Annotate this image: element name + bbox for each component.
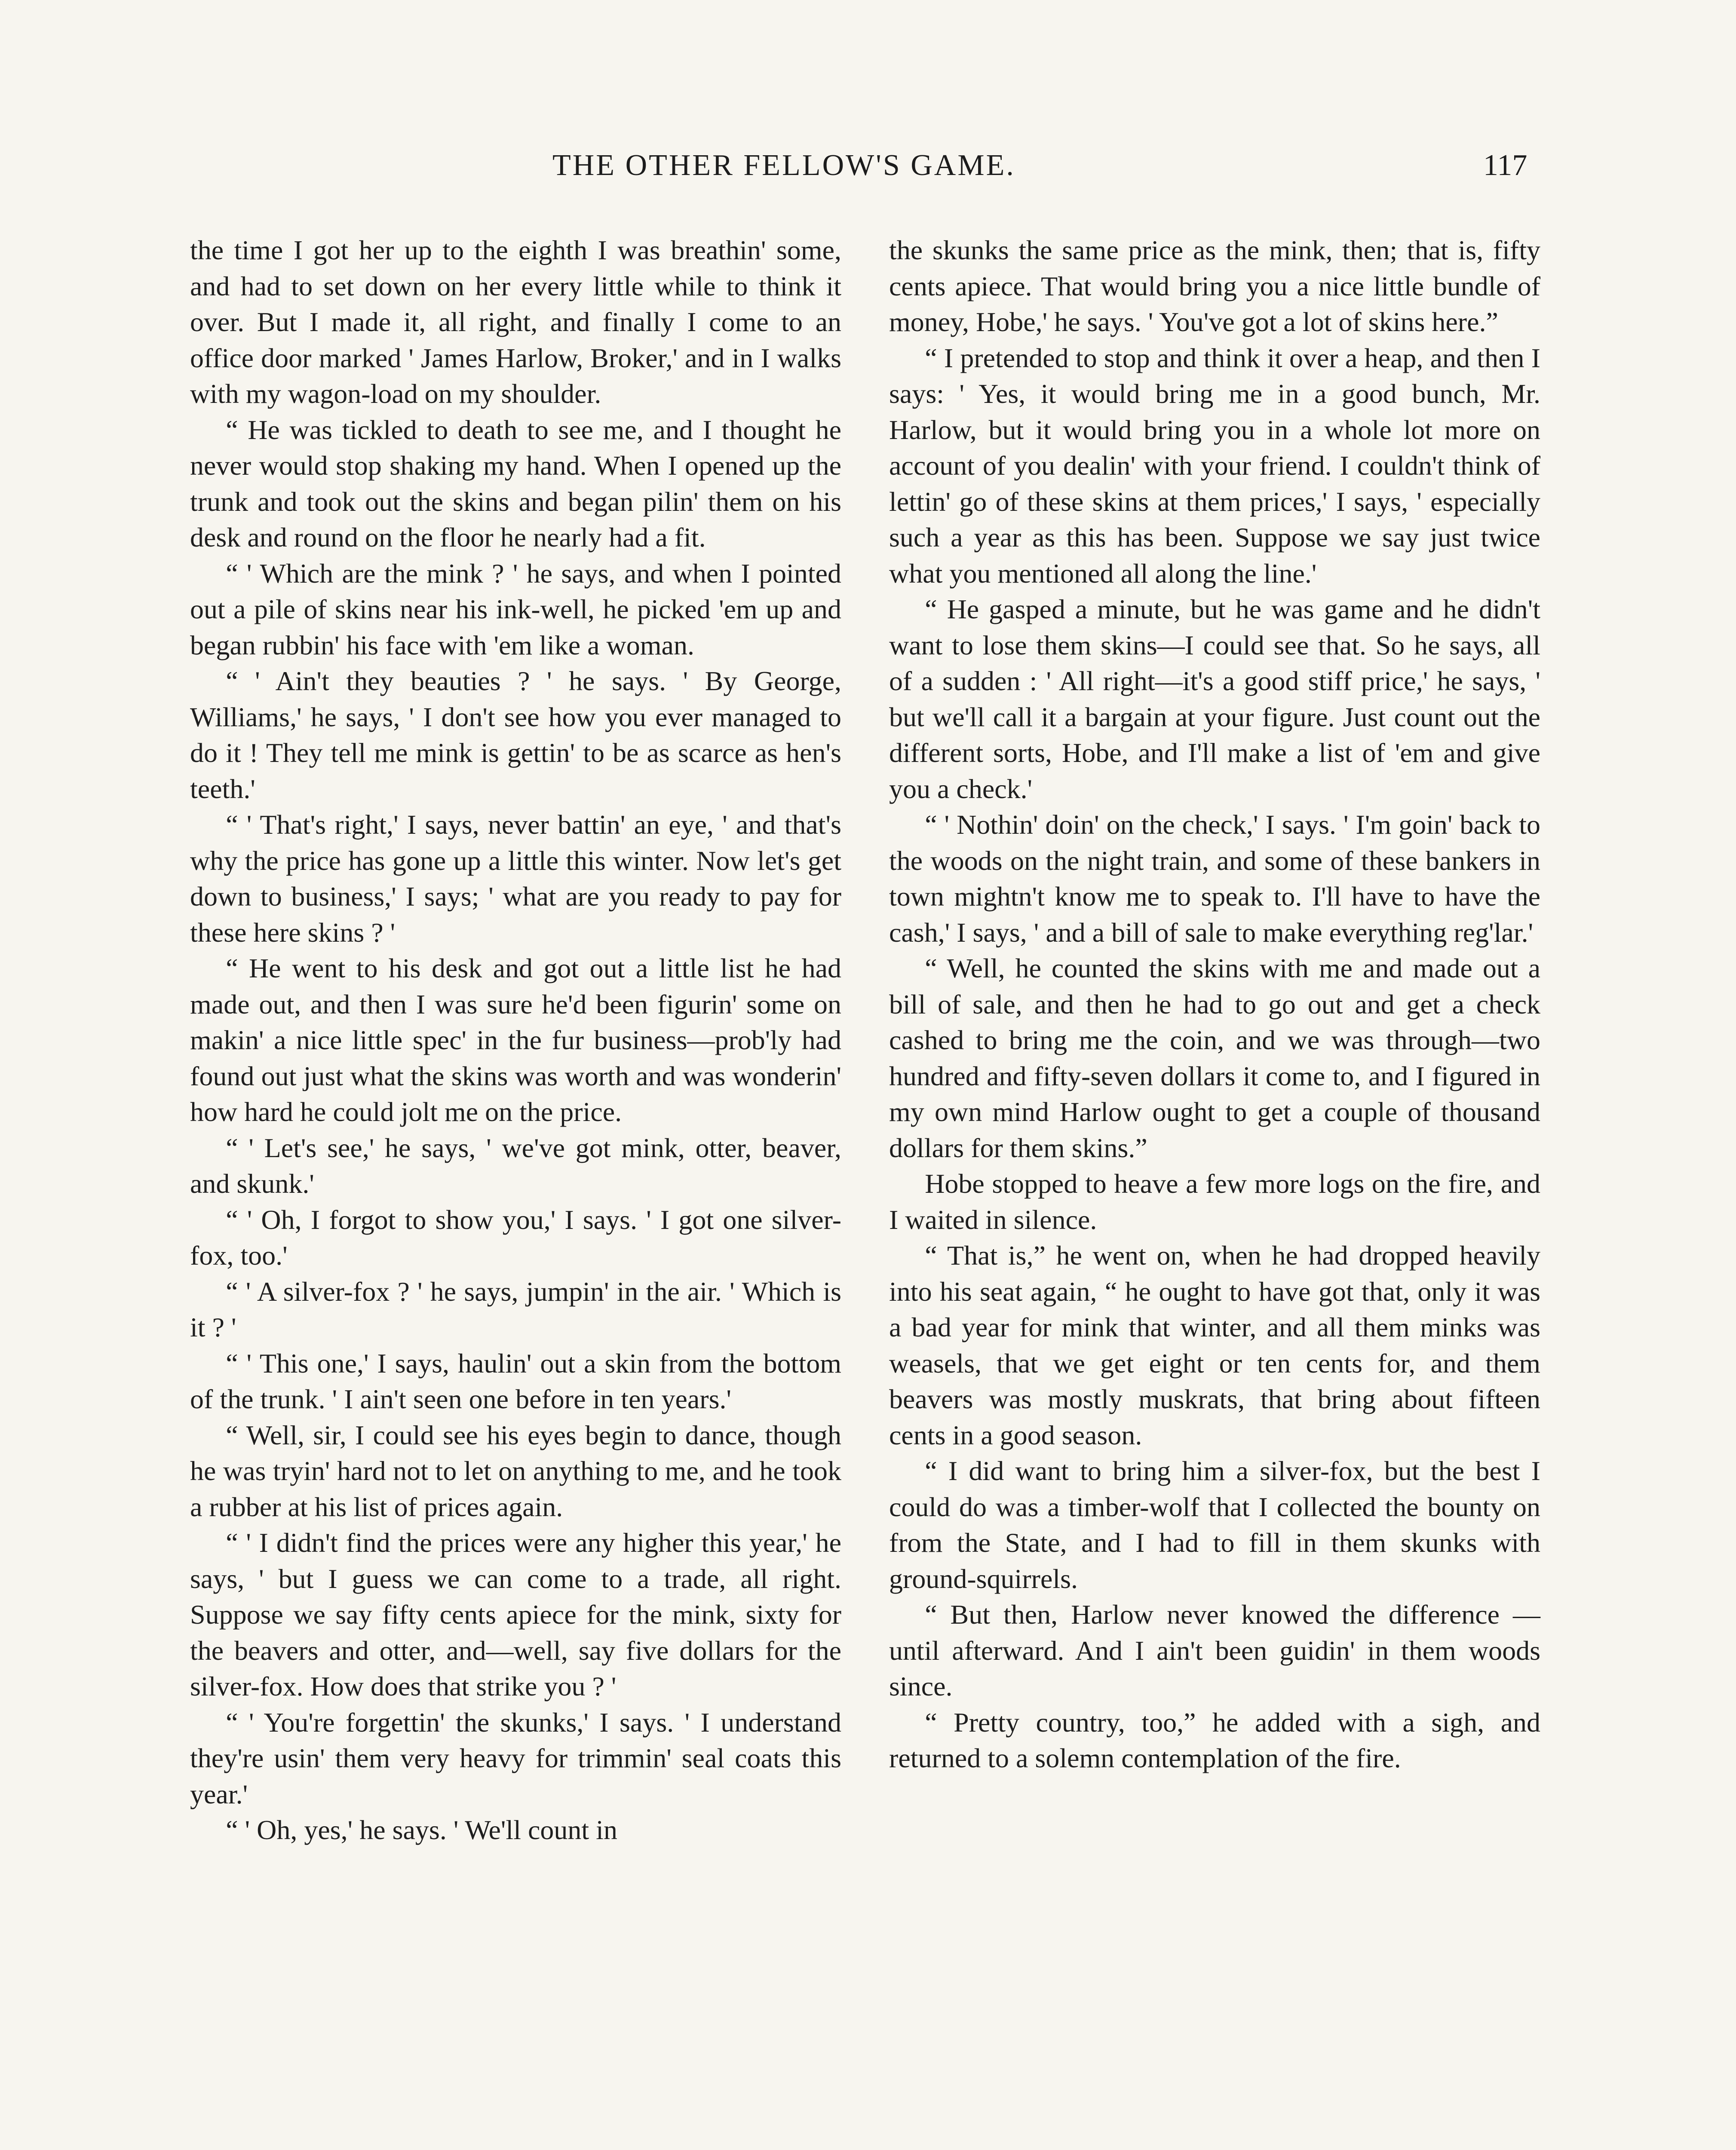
paragraph: “ ' A silver-fox ? ' he says, jumpin' in the air. ' Which is it ? ' xyxy=(190,1276,841,1342)
paragraph: “ I pretended to stop and think it over a heap, and then I says: ' Yes, it would bring me in a good bunch, Mr. Harlow, but it would bring you in a whole lot more on account of you dealin' with your friend. I couldn't think of lettin' go of these skins at them prices,' I says, ' especially such a year as this has been. Suppose we say just twice what you mentioned all along the line.' xyxy=(889,342,1540,589)
paragraph: “ I did want to bring him a silver-fox, but the best I could do was a timber-wolf that I collected the bounty on from the State, and I had to fill in them skunks with ground-squirrels. xyxy=(889,1456,1540,1594)
paragraph: “ He gasped a minute, but he was game and he didn't want to lose them skins—I could see that. So he says, all of a sudden : ' All right—it's a good stiff price,' he says, ' but we'll call it a bargain at your figure. Just count out the different sorts, Hobe, and I'll make a list of 'em and give you a check.' xyxy=(889,594,1540,804)
paragraph: “ Well, sir, I could see his eyes begin to dance, though he was tryin' hard not to let on anything to me, and he took a rubber at his list of prices again. xyxy=(190,1419,841,1522)
paragraph: Hobe stopped to heave a few more logs on the fire, and I waited in silence. xyxy=(889,1168,1540,1235)
left-column xyxy=(190,232,841,1848)
paragraph: “ ' That's right,' I says, never battin' an eye, ' and that's why the price has gone up a little this winter. Now let's get down to business,' I says; ' what are you ready to pay for these here skins ? ' xyxy=(190,809,841,948)
paragraph: “ ' This one,' I says, haulin' out a skin from the bottom of the trunk. ' I ain't seen one before in ten years.' xyxy=(190,1348,841,1414)
paragraph: the skunks the same price as the mink, then; that is, fifty cents apiece. That would bring you a nice little bundle of money, Hobe,' he says. ' You've got a lot of skins here.” xyxy=(889,235,1540,337)
paragraph: “ ' Let's see,' he says, ' we've got mink, otter, beaver, and skunk.' xyxy=(190,1132,841,1199)
paragraph: the time I got her up to the eighth I was breathin' some, and had to set down on her every little while to think it over. But I made it, all right, and finally I come to an office door marked ' James Harlow, Broker,' and in I walks with my wagon-load on my shoulder. xyxy=(190,235,841,409)
paragraph: “ ' Oh, yes,' he says. ' We'll count in xyxy=(226,1815,617,1845)
paragraph: “ He went to his desk and got out a little list he had made out, and then I was sure he'd been figurin' some on makin' a nice little spec' in the fur business—prob'ly had found out just what the skins was worth and was wonderin' how hard he could jolt me on the price. xyxy=(190,953,841,1127)
paragraph: “ ' Oh, I forgot to show you,' I says. ' I got one silver-fox, too.' xyxy=(190,1204,841,1271)
paragraph: “ ' You're forgettin' the skunks,' I says. ' I understand they're usin' them very heavy for trimmin' seal coats this year.' xyxy=(190,1707,841,1809)
paragraph: “ ' Nothin' doin' on the check,' I says. ' I'm goin' back to the woods on the night train, and some of these bankers in town mightn't know me to speak to. I'll have to have the cash,' I says, ' and a bill of sale to make everything reg'lar.' xyxy=(889,809,1540,948)
paragraph: “ He was tickled to death to see me, and I thought he never would stop shaking my hand. When I opened up the trunk and took out the skins and began pilin' them on his desk and round on the floor he nearly had a fit. xyxy=(190,414,841,553)
paragraph: “ ' Which are the mink ? ' he says, and when I pointed out a pile of skins near his ink-well, he picked 'em up and began rubbin' his face with 'em like a woman. xyxy=(190,558,841,660)
right-column xyxy=(889,232,1540,1776)
paragraph: “ ' I didn't find the prices were any higher this year,' he says, ' but I guess we can come to a trade, all right. Suppose we say fifty cents apiece for the mink, sixty for the beavers and otter, and—well, say five dollars for the silver-fox. How does that strike you ? ' xyxy=(190,1527,841,1702)
paragraph: “ Pretty country, too,” he added with a sigh, and returned to a solemn contemplation of the fire. xyxy=(889,1707,1540,1773)
page-number: 117 xyxy=(1483,149,1527,182)
running-title: THE OTHER FELLOW'S GAME. xyxy=(552,149,1015,182)
paragraph: “ ' Ain't they beauties ? ' he says. ' By George, Williams,' he says, ' I don't see how you ever managed to do it ! They tell me mink is gettin' to be as scarce as hen's teeth.' xyxy=(190,666,841,804)
paragraph: “ But then, Harlow never knowed the difference — until afterward. And I ain't been guidin' in them woods since. xyxy=(889,1599,1540,1702)
paragraph: “ Well, he counted the skins with me and made out a bill of sale, and then he had to go out and get a check cashed to bring me the coin, and we was through—two hundred and fifty-seven dollars it come to, and I figured in my own mind Harlow ought to get a couple of thousand dollars for them skins.” xyxy=(889,953,1540,1163)
paragraph: “ That is,” he went on, when he had dropped heavily into his seat again, “ he ought to have got that, only it was a bad year for mink that winter, and all them minks was weasels, that we get eight or ten cents for, and them beavers was mostly muskrats, that bring about fifteen cents in a good season. xyxy=(889,1240,1540,1450)
